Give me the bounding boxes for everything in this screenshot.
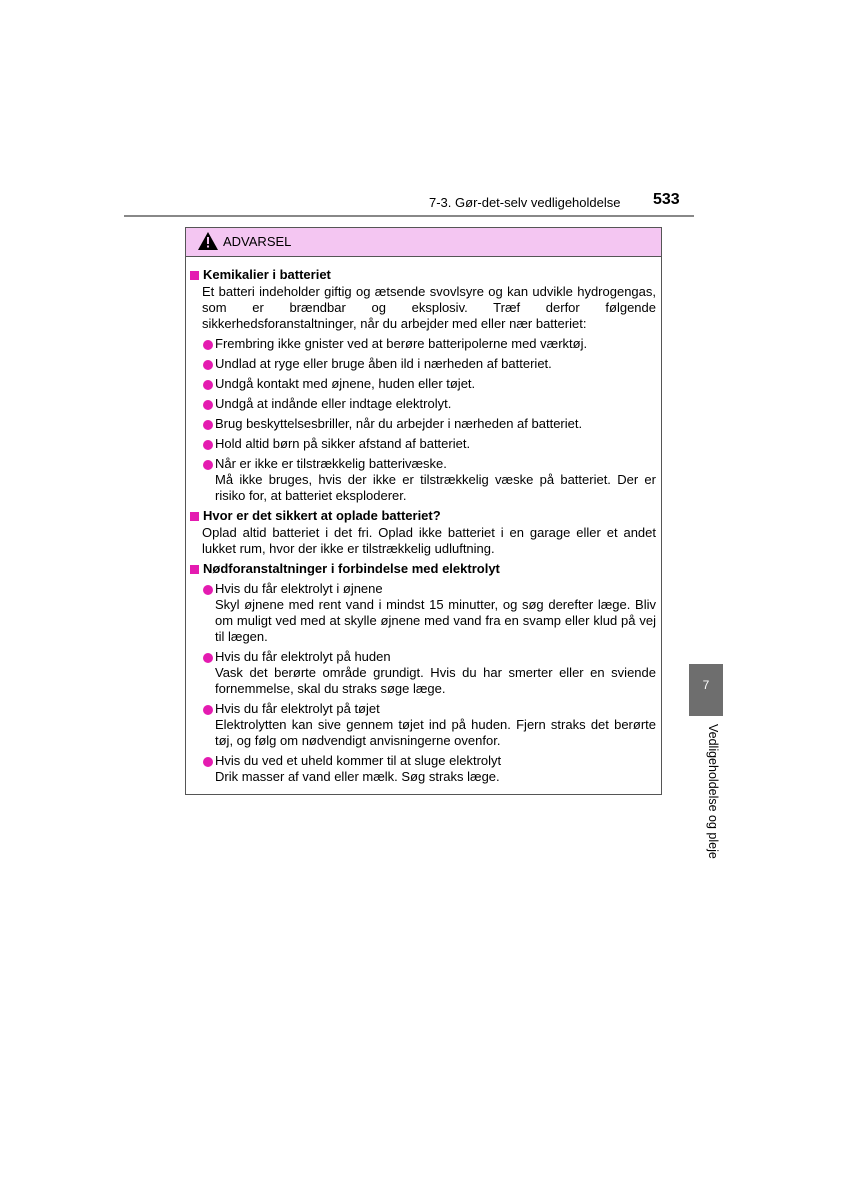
section-title: Hvor er det sikkert at oplade batteriet?	[190, 508, 656, 524]
list-item: Hvis du får elektrolyt på huden Vask det berørte område grundigt. Hvis du har smerter eller en sviende fornemmelse, skal du straks søge læge.	[190, 649, 656, 697]
circle-bullet-icon	[203, 380, 213, 390]
list-item: Brug beskyttelsesbriller, når du arbejder i nærheden af batteriet.	[190, 416, 656, 432]
section-header: 7-3. Gør-det-selv vedligeholdelse	[429, 195, 621, 210]
square-bullet-icon	[190, 271, 199, 280]
circle-bullet-icon	[203, 757, 213, 767]
list-item: Undgå kontakt med øjnene, huden eller tøjet.	[190, 376, 656, 392]
warning-header	[186, 228, 661, 257]
circle-bullet-icon	[203, 400, 213, 410]
list-item: Når er ikke er tilstrækkelig batterivæske. Må ikke bruges, hvis der ikke er tilstrækkelig væske på batteriet. Der er risiko for, at batteriet eksploderer.	[190, 456, 656, 504]
warning-triangle-icon	[198, 232, 218, 250]
warning-content	[190, 263, 656, 785]
list-item: Hvis du får elektrolyt i øjnene Skyl øjnene med rent vand i mindst 15 minutter, og søg derefter læge. Bliv om muligt ved med at skylle øjnene med vand fra en svamp eller klud på vej til lægen.	[190, 581, 656, 645]
chapter-number: 7	[702, 678, 710, 692]
section-text: Et batteri indeholder giftig og ætsende svovlsyre og kan udvikle hydrogengas, som er brændbar og eksplosiv. Træf derfor følgende sikkerhedsforanstaltninger, når du arbejder med eller nær batteriet:	[202, 284, 656, 331]
square-bullet-icon	[190, 565, 199, 574]
warning-label: ADVARSEL	[223, 234, 292, 249]
list-item-detail: Vask det berørte område grundigt. Hvis du har smerter eller en sviende fornemmelse, skal du straks søge læge.	[215, 665, 656, 696]
circle-bullet-icon	[203, 440, 213, 450]
circle-bullet-icon	[203, 340, 213, 350]
chapter-tab	[689, 664, 723, 716]
list-item: Hvis du ved et uheld kommer til at sluge elektrolyt Drik masser af vand eller mælk. Søg straks læge.	[190, 753, 656, 785]
chapter-caption: Vedligeholdelse og pleje	[706, 724, 720, 859]
warning-box	[185, 227, 662, 795]
list-item-detail: Skyl øjnene med rent vand i mindst 15 minutter, og søg derefter læge. Bliv om muligt ved med at skylle øjnene med vand fra en svamp eller klud på vej til lægen.	[215, 597, 656, 644]
circle-bullet-icon	[203, 705, 213, 715]
list-item: Hvis du får elektrolyt på tøjet Elektrolytten kan sive gennem tøjet ind på huden. Fjern straks det berørte tøj, og følg om nødvendigt anvisningerne ovenfor.	[190, 701, 656, 749]
list-item: Undgå at indånde eller indtage elektrolyt.	[190, 396, 656, 412]
circle-bullet-icon	[203, 460, 213, 470]
list-item-detail: Elektrolytten kan sive gennem tøjet ind på huden. Fjern straks det berørte tøj, og følg om nødvendigt anvisningerne ovenfor.	[215, 717, 656, 748]
section-title: Nødforanstaltninger i forbindelse med elektrolyt	[190, 561, 656, 577]
circle-bullet-icon	[203, 360, 213, 370]
section-text: Oplad altid batteriet i det fri. Oplad ikke batteriet i en garage eller et andet lukket rum, hvor der ikke er tilstrækkelig udluftning.	[202, 525, 656, 556]
header-divider	[124, 215, 694, 217]
page-number: 533	[653, 191, 680, 208]
list-item: Frembring ikke gnister ved at berøre batteripolerne med værktøj.	[190, 336, 656, 352]
section-title: Kemikalier i batteriet	[190, 267, 656, 283]
square-bullet-icon	[190, 512, 199, 521]
list-item: Hold altid børn på sikker afstand af batteriet.	[190, 436, 656, 452]
list-item: Undlad at ryge eller bruge åben ild i nærheden af batteriet.	[190, 356, 656, 372]
list-item-detail: Drik masser af vand eller mælk. Søg straks læge.	[215, 769, 500, 784]
circle-bullet-icon	[203, 585, 213, 595]
circle-bullet-icon	[203, 653, 213, 663]
list-item-detail: Må ikke bruges, hvis der ikke er tilstrækkelig væske på batteriet. Der er risiko for, at batteriet eksploderer.	[215, 472, 656, 503]
circle-bullet-icon	[203, 420, 213, 430]
